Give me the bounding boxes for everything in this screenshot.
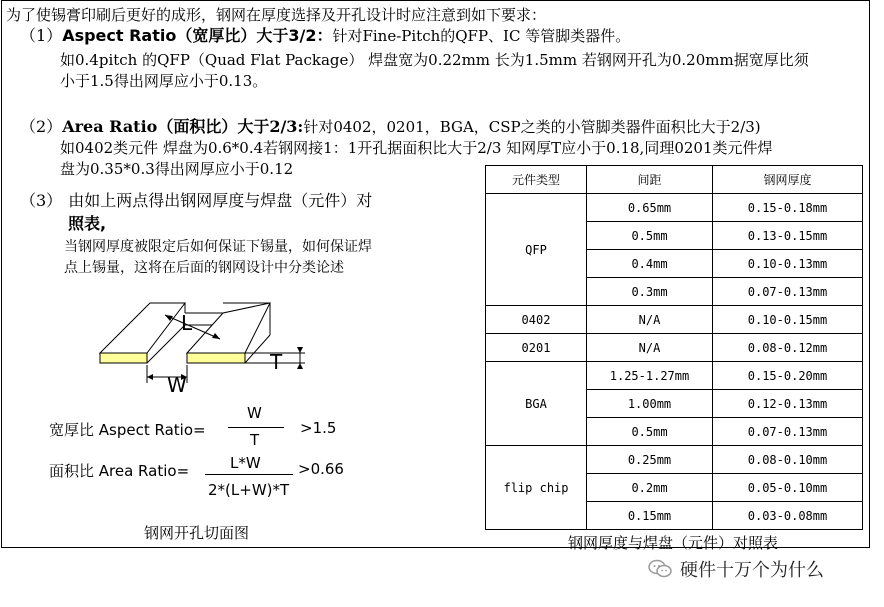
area-ratio-condition: >0.66	[298, 460, 344, 478]
right-stencil-top	[187, 303, 270, 353]
header-stencil-thickness: 钢网厚度	[713, 166, 863, 194]
left-pad-face	[100, 353, 147, 363]
section2-heading	[20, 114, 761, 137]
aspect-ratio-fraction-line	[228, 427, 284, 428]
diagram-label-W: W	[167, 373, 187, 397]
section2-lead: 针对0402，0201，BGA，CSP之类的小管脚类器件面积比大于2/3)	[303, 118, 761, 136]
area-ratio-label: 面积比 Area Ratio=	[49, 462, 190, 480]
table-row	[486, 446, 863, 474]
thickness-cell: 0.08-0.10mm	[713, 446, 863, 474]
thickness-cell: 0.15-0.18mm	[713, 194, 863, 222]
section3-number: （3）	[20, 191, 63, 210]
thickness-cell: 0.10-0.15mm	[713, 306, 863, 334]
section3-body-line1: 当钢网厚度被限定后如何保证下锡量，如何保证焊	[64, 239, 372, 255]
watermark-text: 硬件十万个为什么	[680, 560, 824, 581]
table-caption: 钢网厚度与焊盘（元件）对照表	[568, 534, 779, 552]
section2-line3: 盘为0.35*0.3得出网厚应小于0.12	[60, 160, 294, 178]
thickness-cell: 0.08-0.12mm	[713, 334, 863, 362]
thickness-cell: 0.07-0.13mm	[713, 418, 863, 446]
right-pad-face	[187, 353, 245, 363]
thickness-cell: 0.03-0.08mm	[713, 502, 863, 530]
pitch-cell: 0.15mm	[587, 502, 713, 530]
type-cell-0402: 0402	[486, 306, 587, 334]
section3-title-line1: 由如上两点得出钢网厚度与焊盘（元件）对	[68, 191, 373, 210]
pitch-cell: 0.25mm	[587, 446, 713, 474]
aspect-ratio-numerator: W	[247, 404, 262, 422]
aspect-ratio-denominator: T	[250, 431, 260, 449]
section3-heading	[20, 188, 372, 211]
thickness-cell: 0.10-0.13mm	[713, 250, 863, 278]
section2-line2: 如0402类元件 焊盘为0.6*0.4若钢网接1：1开孔据面积比大于2/3 知网厚T应小于0.18,同理0201类元件焊	[60, 139, 773, 157]
thickness-cell: 0.07-0.13mm	[713, 278, 863, 306]
table-row	[486, 194, 863, 222]
area-ratio-numerator: L*W	[230, 454, 261, 472]
pitch-cell: 0.3mm	[587, 278, 713, 306]
table-header-row	[486, 166, 863, 194]
diagram-label-L: L	[181, 311, 193, 335]
area-ratio-denominator: 2*(L+W)*T	[208, 481, 290, 499]
type-cell-qfp: QFP	[486, 194, 587, 306]
pitch-cell: 0.5mm	[587, 418, 713, 446]
stencil-cross-section-diagram	[95, 285, 325, 395]
diagram-caption: 钢网开孔切面图	[144, 524, 250, 542]
section1-title: Aspect Ratio（宽厚比）大于3/2：	[62, 26, 333, 45]
section3-body-line2: 点上锡量，这将在后面的钢网设计中分类论述	[64, 260, 344, 276]
header-pitch: 间距	[587, 166, 713, 194]
pitch-cell: N/A	[587, 306, 713, 334]
pitch-cell: 0.5mm	[587, 222, 713, 250]
thickness-cell: 0.05-0.10mm	[713, 474, 863, 502]
type-cell-0201: 0201	[486, 334, 587, 362]
type-cell-flip-chip: flip chip	[486, 446, 587, 530]
pitch-cell: 0.2mm	[587, 474, 713, 502]
thickness-cell: 0.13-0.15mm	[713, 222, 863, 250]
stencil-thickness-table	[485, 165, 863, 530]
section1-lead: 针对Fine-Pitch的QFP、IC 等管脚类器件。	[332, 27, 631, 45]
area-ratio-fraction-line	[205, 474, 293, 475]
thickness-cell: 0.15-0.20mm	[713, 362, 863, 390]
aspect-ratio-label: 宽厚比 Aspect Ratio=	[49, 421, 206, 439]
watermark	[648, 556, 824, 582]
section1-number: （1）	[20, 26, 63, 45]
section2-number: （2）	[20, 117, 63, 136]
left-stencil-top	[100, 303, 185, 353]
wechat-icon	[648, 559, 672, 579]
section2-title: Area Ratio（面积比）大于2/3:	[62, 117, 304, 136]
table-row	[486, 306, 863, 334]
table-row	[486, 362, 863, 390]
section1-line3: 小于1.5得出网厚应小于0.13。	[60, 72, 268, 90]
pitch-cell: 0.65mm	[587, 194, 713, 222]
thickness-cell: 0.12-0.13mm	[713, 390, 863, 418]
pitch-cell: 0.4mm	[587, 250, 713, 278]
pitch-cell: 1.00mm	[587, 390, 713, 418]
table-row	[486, 334, 863, 362]
diagram-label-T: T	[270, 350, 283, 374]
aspect-ratio-condition: >1.5	[300, 419, 337, 437]
section1-line2: 如0.4pitch 的QFP（Quad Flat Package） 焊盘宽为0.22mm 长为1.5mm 若钢网开孔为0.20mm据宽厚比须	[60, 51, 809, 69]
intro-text: 为了使锡膏印刷后更好的成形，钢网在厚度选择及开孔设计时应注意到如下要求：	[6, 6, 547, 24]
pitch-cell: N/A	[587, 334, 713, 362]
section3-title-line2: 照表,	[68, 214, 107, 233]
type-cell-bga: BGA	[486, 362, 587, 446]
section1-heading	[20, 23, 630, 46]
header-component-type: 元件类型	[486, 166, 587, 194]
pitch-cell: 1.25-1.27mm	[587, 362, 713, 390]
